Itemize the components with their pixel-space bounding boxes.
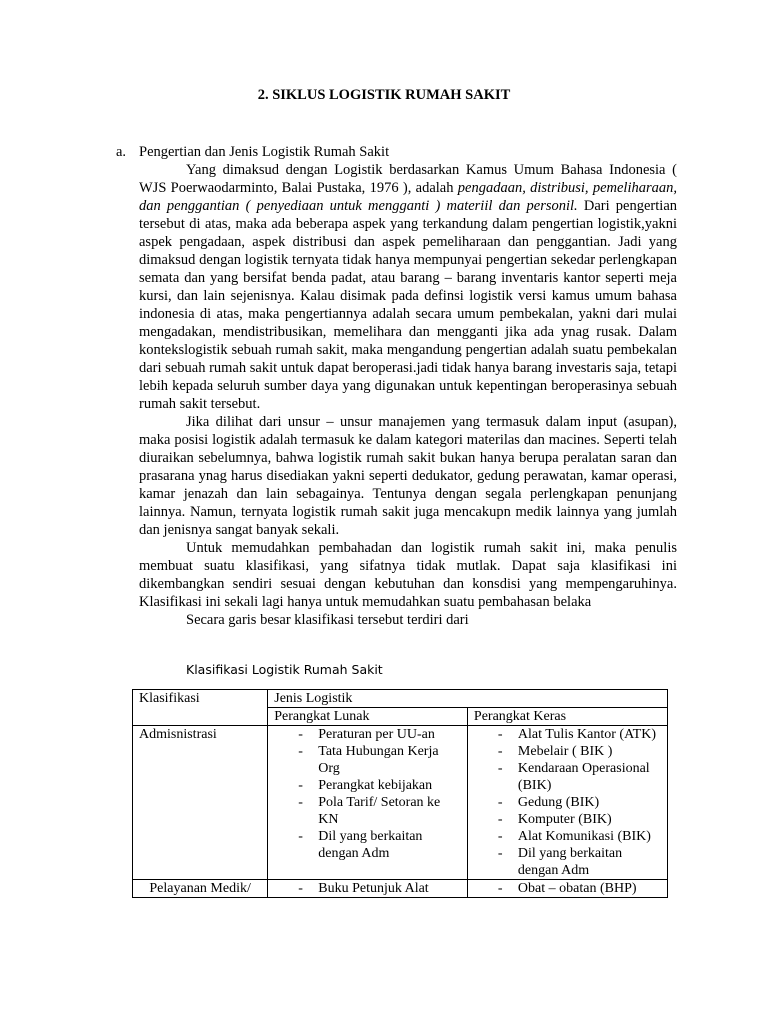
row-category: Pelayanan Medik/ bbox=[133, 880, 268, 898]
list-item: - Dil yang berkaitan dengan Adm bbox=[474, 845, 661, 879]
section-marker: a. bbox=[116, 144, 127, 160]
lunak-list bbox=[274, 880, 461, 897]
paragraph-3: Untuk memudahkan pembahadan dan logistik rumah sakit ini, maka penulis membuat suatu klasifikasi, yang sifatnya tidak mutlak. Dapat saja klasifikasi ini dikembangkan sendiri sesuai dengan kebutuhan dan konsdisi yang mempengaruhinya. Klasifikasi ini sekali lagi hanya untuk memudahkan suatu pembahasan belaka bbox=[139, 540, 677, 610]
list-item: - Komputer (BIK) bbox=[474, 811, 661, 828]
header-perangkat-lunak: Perangkat Lunak bbox=[268, 708, 468, 726]
classification-table bbox=[132, 689, 668, 898]
paragraph-4: Secara garis besar klasifikasi tersebut terdiri dari bbox=[186, 612, 469, 628]
row-lunak-cell bbox=[268, 726, 468, 880]
row-lunak-cell bbox=[268, 880, 468, 898]
list-item: - Buku Petunjuk Alat bbox=[274, 880, 461, 897]
keras-list bbox=[474, 726, 661, 879]
table-row bbox=[133, 880, 668, 898]
table-header-row bbox=[133, 690, 668, 708]
lunak-list bbox=[274, 726, 461, 862]
header-jenis-logistik: Jenis Logistik bbox=[268, 690, 668, 708]
section-title: Pengertian dan Jenis Logistik Rumah Sakit bbox=[139, 144, 390, 160]
page-title: 2. SIKLUS LOGISTIK RUMAH SAKIT bbox=[257, 87, 511, 103]
list-item: - Alat Komunikasi (BIK) bbox=[474, 828, 661, 845]
body-text bbox=[139, 161, 677, 629]
paragraph-1-text-cont: Dari pengertian tersebut di atas, maka ada beberapa aspek yang terkandung dalam pengertian logistik,yakni aspek pengadaan, aspek distribusi dan aspek pemeliharaan dan penggantian. Jadi yang dimaksud dengan logistik ternyata tidak hanya mempunyai pengertian sekedar perlengkapan semata dan yang bersifat benda padat, atau barang – barang inventaris kantor seperti meja kursi, dan lain sejenisnya. Kalau disimak pada definsi logistik versi kamus umum bahasa indonesia di atas, maka pengertiannya adalah secara umum pembekalan, yakni dari mulai mengadakan, mendistribusikan, memelihara dan mengganti jika ada ynag rusak. Dalam kontekslogistik sebuah rumah sakit, maka mengandung pengertian adalah suatu pembekalan dari sebuah rumah sakit untuk dapat beroperasi.jadi tidak hanya barang investaris saja, tetapi lebih kepada seluruh sumber daya yang digunakan untuk kepentingan beroperasinya sebuah rumah sakit tersebut. bbox=[139, 198, 678, 412]
paragraph-1 bbox=[139, 161, 677, 413]
paragraph-1-text: Yang dimaksud dengan Logistik berdasarkan Kamus Umum Bahasa Indonesia ( WJS Poerwaodarminto, Balai Pustaka, 1976 ), adalah bbox=[139, 162, 677, 196]
list-item: - Dil yang berkaitan dengan Adm bbox=[274, 828, 461, 862]
row-category: Admisnistrasi bbox=[133, 726, 268, 880]
list-item: - Obat – obatan (BHP) bbox=[474, 880, 661, 897]
list-item: - Tata Hubungan Kerja Org bbox=[274, 743, 461, 777]
table-row bbox=[133, 726, 668, 880]
header-perangkat-keras: Perangkat Keras bbox=[467, 708, 667, 726]
paragraph-2: Jika dilihat dari unsur – unsur manajemen yang termasuk dalam input (asupan), maka posisi logistik adalah termasuk ke dalam kategori materilas dan macines. Seperti telah diuraikan sebelumnya, bahwa logistik rumah sakit bukan hanya berupa peralatan saran dan prasarana ynag harus disediakan yakni seperti dedukator, gedung perawatan, kamar operasi, kamar jenazah dan lain sebagainya. Tentunya dengan segala perlengkapan penunjang lainnya. Namun, ternyata logistik rumah sakit juga mencakupn medik lainnya yang jumlah dan jenisnya sangat banyak sekali. bbox=[139, 414, 677, 538]
table-caption: Klasifikasi Logistik Rumah Sakit bbox=[186, 662, 383, 677]
row-keras-cell bbox=[467, 880, 667, 898]
keras-list bbox=[474, 880, 661, 897]
header-klasifikasi: Klasifikasi bbox=[133, 690, 268, 726]
row-keras-cell bbox=[467, 726, 667, 880]
paragraph-1-italic: pengadaan, distribusi, pemeliharaan, dan penggantian ( penyediaan untuk mengganti ) materiil dan personil. bbox=[139, 180, 677, 214]
list-item: - Pola Tarif/ Setoran ke KN bbox=[274, 794, 461, 828]
list-item: - Gedung (BIK) bbox=[474, 794, 661, 811]
list-item: - Peraturan per UU-an bbox=[274, 726, 461, 743]
list-item: - Kendaraan Operasional (BIK) bbox=[474, 760, 661, 794]
list-item: - Perangkat kebijakan bbox=[274, 777, 461, 794]
list-item: - Alat Tulis Kantor (ATK) bbox=[474, 726, 661, 743]
list-item: - Mebelair ( BIK ) bbox=[474, 743, 661, 760]
